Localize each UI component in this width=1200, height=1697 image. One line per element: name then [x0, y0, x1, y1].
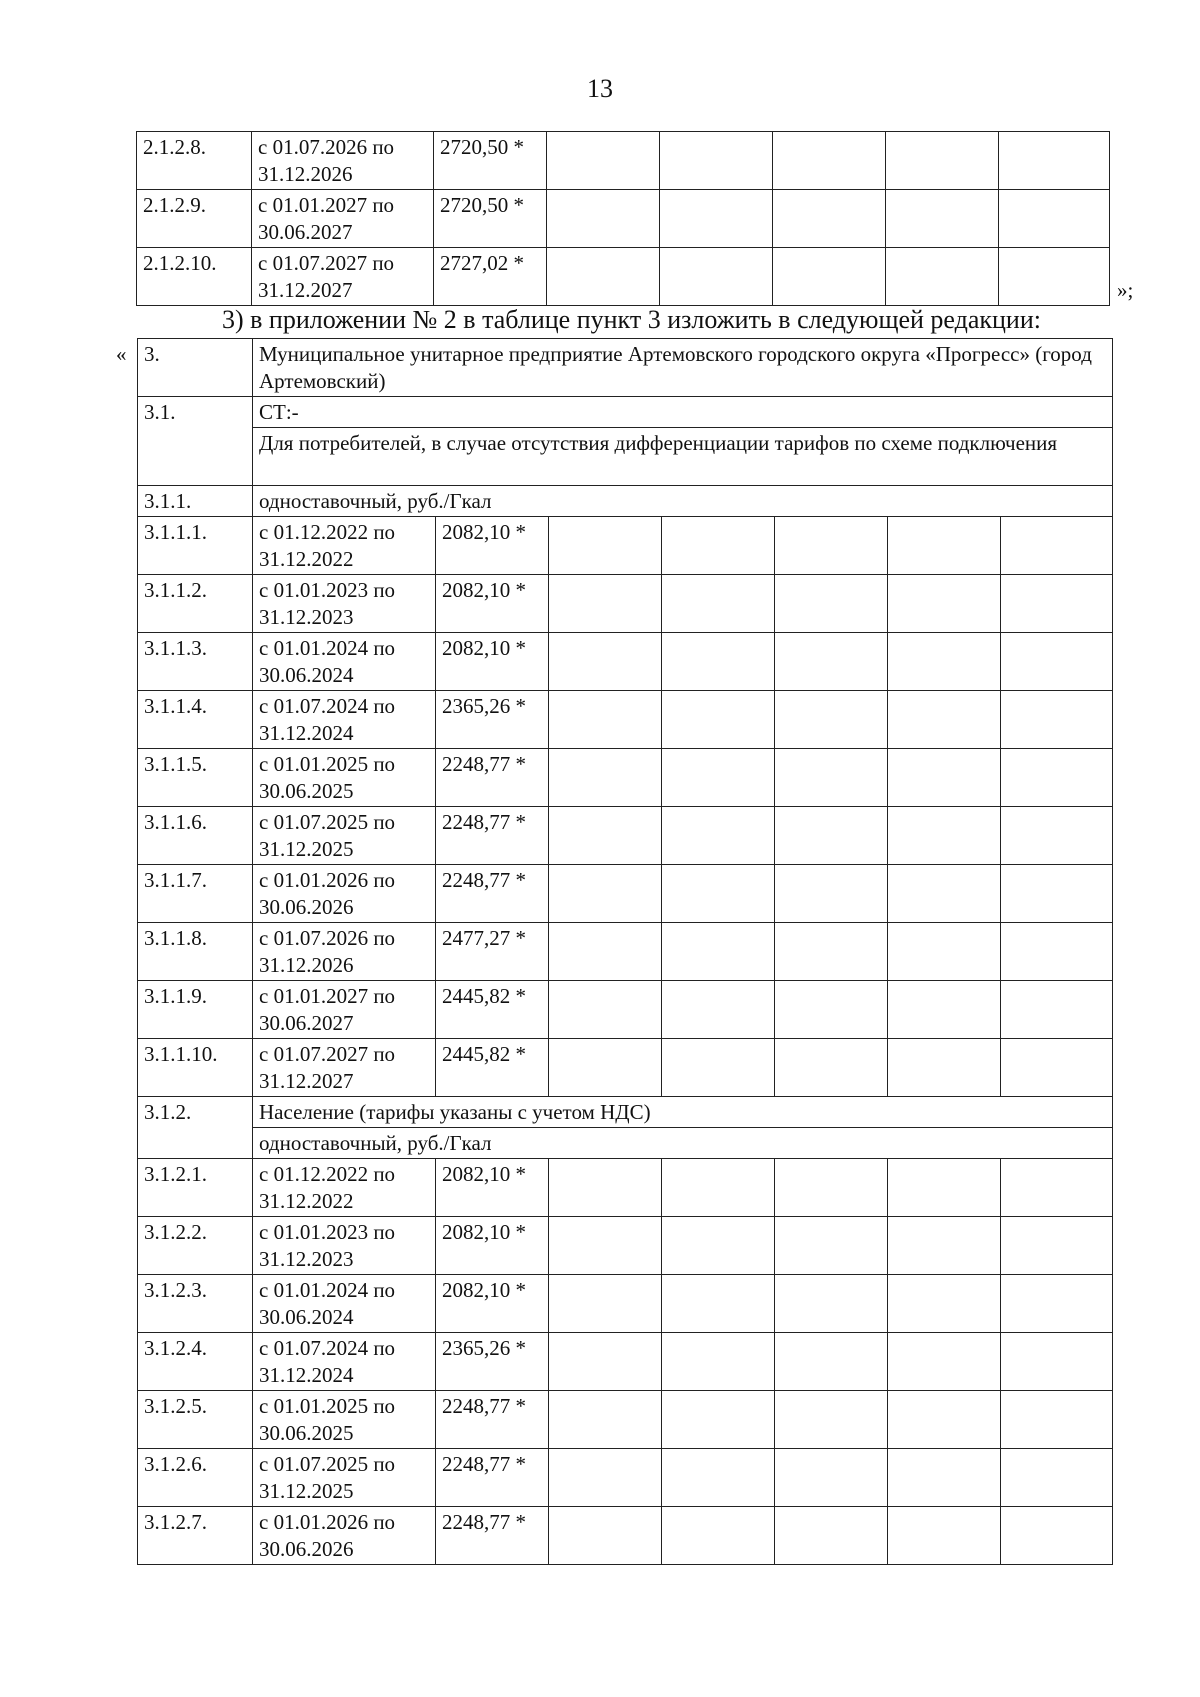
empty-cell: [1001, 1333, 1113, 1391]
row-number: 3.1.1.6.: [138, 807, 253, 865]
empty-cell: [549, 633, 662, 691]
empty-cell: [662, 517, 775, 575]
empty-cell: [1001, 517, 1113, 575]
empty-cell: [662, 691, 775, 749]
empty-cell: [888, 749, 1001, 807]
table-row: [138, 1159, 1113, 1217]
section-description: Для потребителей, в случае отсутствия дифференциации тарифов по схеме подключения: [253, 428, 1113, 486]
section-number: 3.1.: [138, 397, 253, 486]
amendment-instruction: 3) в приложении № 2 в таблице пункт 3 изложить в следующей редакции:: [222, 305, 1041, 334]
empty-cell: [1001, 807, 1113, 865]
table-row: [138, 923, 1113, 981]
row-number: 3.1.2.7.: [138, 1507, 253, 1565]
empty-cell: [999, 132, 1110, 190]
empty-cell: [775, 1391, 888, 1449]
row-value: 2082,10 *: [436, 1217, 549, 1275]
empty-cell: [549, 1039, 662, 1097]
closing-quote: »;: [1117, 278, 1134, 302]
table-row: [137, 248, 1110, 306]
empty-cell: [773, 190, 886, 248]
empty-cell: [549, 923, 662, 981]
row-period: с 01.07.2025 по 31.12.2025: [253, 807, 436, 865]
empty-cell: [662, 633, 775, 691]
section-row: [138, 397, 1113, 428]
row-number: 3.1.1.2.: [138, 575, 253, 633]
empty-cell: [886, 248, 999, 306]
row-number: 3.1.1.5.: [138, 749, 253, 807]
population-label: Население (тарифы указаны с учетом НДС): [253, 1097, 1113, 1128]
subsection-1-body: [138, 517, 1113, 1097]
empty-cell: [888, 807, 1001, 865]
row-period: с 01.07.2025 по 31.12.2025: [253, 1449, 436, 1507]
empty-cell: [775, 1333, 888, 1391]
row-value: 2445,82 *: [436, 1039, 549, 1097]
empty-cell: [549, 1391, 662, 1449]
row-number: 3.1.1.1.: [138, 517, 253, 575]
empty-cell: [662, 807, 775, 865]
empty-cell: [775, 575, 888, 633]
row-number: 2.1.2.8.: [137, 132, 252, 190]
empty-cell: [549, 1159, 662, 1217]
population-rate-row: [138, 1128, 1113, 1159]
empty-cell: [775, 1449, 888, 1507]
row-value: 2248,77 *: [436, 1507, 549, 1565]
row-value: 2248,77 *: [436, 749, 549, 807]
empty-cell: [660, 190, 773, 248]
subsection-label: одноставочный, руб./Гкал: [253, 486, 1113, 517]
empty-cell: [775, 691, 888, 749]
row-number: 3.1.2.3.: [138, 1275, 253, 1333]
row-period: с 01.07.2024 по 31.12.2024: [253, 691, 436, 749]
empty-cell: [773, 248, 886, 306]
empty-cell: [775, 517, 888, 575]
empty-cell: [1001, 1159, 1113, 1217]
empty-cell: [888, 575, 1001, 633]
row-period: с 01.01.2026 по 30.06.2026: [253, 1507, 436, 1565]
empty-cell: [1001, 923, 1113, 981]
row-value: 2727,02 *: [434, 248, 547, 306]
row-period: с 01.07.2027 по 31.12.2027: [253, 1039, 436, 1097]
table-row: [138, 749, 1113, 807]
empty-cell: [662, 1507, 775, 1565]
row-number: 2.1.2.10.: [137, 248, 252, 306]
empty-cell: [888, 1217, 1001, 1275]
row-value: 2445,82 *: [436, 981, 549, 1039]
empty-cell: [888, 517, 1001, 575]
empty-cell: [1001, 575, 1113, 633]
row-value: 2082,10 *: [436, 517, 549, 575]
table-row: [138, 1039, 1113, 1097]
empty-cell: [660, 132, 773, 190]
row-value: 2365,26 *: [436, 1333, 549, 1391]
empty-cell: [662, 865, 775, 923]
row-number: 3.1.2.5.: [138, 1391, 253, 1449]
population-rate-label: одноставочный, руб./Гкал: [253, 1128, 1113, 1159]
table-row: [138, 633, 1113, 691]
empty-cell: [662, 575, 775, 633]
row-period: с 01.01.2027 по 30.06.2027: [252, 190, 434, 248]
empty-cell: [662, 1217, 775, 1275]
empty-cell: [775, 749, 888, 807]
empty-cell: [1001, 1217, 1113, 1275]
empty-cell: [1001, 865, 1113, 923]
table-row: [138, 1391, 1113, 1449]
row-value: 2720,50 *: [434, 132, 547, 190]
table-row: [138, 1449, 1113, 1507]
empty-cell: [888, 1159, 1001, 1217]
empty-cell: [888, 1449, 1001, 1507]
empty-cell: [775, 1217, 888, 1275]
empty-cell: [549, 1333, 662, 1391]
row-value: 2365,26 *: [436, 691, 549, 749]
table-row: [138, 691, 1113, 749]
empty-cell: [549, 517, 662, 575]
empty-cell: [775, 1275, 888, 1333]
empty-cell: [1001, 1039, 1113, 1097]
table-row: [138, 807, 1113, 865]
row-period: с 01.07.2024 по 31.12.2024: [253, 1333, 436, 1391]
row-number: 3.1.2.2.: [138, 1217, 253, 1275]
row-period: с 01.01.2027 по 30.06.2027: [253, 981, 436, 1039]
empty-cell: [660, 248, 773, 306]
empty-cell: [547, 132, 660, 190]
row-number: 3.1.1.7.: [138, 865, 253, 923]
row-value: 2082,10 *: [436, 633, 549, 691]
empty-cell: [662, 981, 775, 1039]
population-number: 3.1.2.: [138, 1097, 253, 1159]
opening-quote: «: [116, 342, 127, 366]
empty-cell: [773, 132, 886, 190]
empty-cell: [662, 1039, 775, 1097]
empty-cell: [662, 923, 775, 981]
row-value: 2248,77 *: [436, 807, 549, 865]
empty-cell: [547, 190, 660, 248]
row-period: с 01.12.2022 по 31.12.2022: [253, 517, 436, 575]
row-value: 2248,77 *: [436, 1449, 549, 1507]
row-number: 3.1.1.8.: [138, 923, 253, 981]
empty-cell: [775, 923, 888, 981]
row-value: 2082,10 *: [436, 1159, 549, 1217]
row-period: с 01.12.2022 по 31.12.2022: [253, 1159, 436, 1217]
empty-cell: [886, 132, 999, 190]
row-period: с 01.07.2026 по 31.12.2026: [253, 923, 436, 981]
empty-cell: [775, 1159, 888, 1217]
empty-cell: [547, 248, 660, 306]
row-number: 3.1.1.4.: [138, 691, 253, 749]
empty-cell: [888, 1507, 1001, 1565]
row-period: с 01.01.2023 по 31.12.2023: [253, 1217, 436, 1275]
row-value: 2082,10 *: [436, 575, 549, 633]
subsection-number: 3.1.1.: [138, 486, 253, 517]
empty-cell: [775, 1507, 888, 1565]
previous-table-body: [137, 132, 1110, 306]
row-period: с 01.07.2027 по 31.12.2027: [252, 248, 434, 306]
row-number: 3.1.1.9.: [138, 981, 253, 1039]
empty-cell: [662, 1333, 775, 1391]
table-row: [138, 1333, 1113, 1391]
row-value: 2248,77 *: [436, 1391, 549, 1449]
section-description-row: [138, 428, 1113, 486]
empty-cell: [549, 1217, 662, 1275]
empty-cell: [549, 807, 662, 865]
empty-cell: [888, 1391, 1001, 1449]
table-row: [137, 190, 1110, 248]
empty-cell: [888, 865, 1001, 923]
population-row: [138, 1097, 1113, 1128]
section-label: СТ:-: [253, 397, 1113, 428]
empty-cell: [549, 1275, 662, 1333]
empty-cell: [886, 190, 999, 248]
empty-cell: [888, 1333, 1001, 1391]
empty-cell: [775, 633, 888, 691]
org-name: Муниципальное унитарное предприятие Артемовского городского округа «Прогресс» (город Артемовский): [253, 339, 1113, 397]
previous-tariff-table: [136, 131, 1110, 306]
empty-cell: [1001, 1275, 1113, 1333]
empty-cell: [888, 981, 1001, 1039]
empty-cell: [1001, 691, 1113, 749]
empty-cell: [775, 865, 888, 923]
empty-cell: [775, 981, 888, 1039]
empty-cell: [888, 691, 1001, 749]
table-row: [138, 1275, 1113, 1333]
empty-cell: [1001, 633, 1113, 691]
table-row: [138, 1507, 1113, 1565]
table-row: [138, 517, 1113, 575]
row-number: 3.1.2.6.: [138, 1449, 253, 1507]
row-period: с 01.01.2025 по 30.06.2025: [253, 749, 436, 807]
row-value: 2720,50 *: [434, 190, 547, 248]
empty-cell: [662, 1275, 775, 1333]
table-row: [138, 1217, 1113, 1275]
empty-cell: [1001, 749, 1113, 807]
row-period: с 01.01.2024 по 30.06.2024: [253, 1275, 436, 1333]
row-value: 2477,27 *: [436, 923, 549, 981]
org-row: [138, 339, 1113, 397]
empty-cell: [662, 749, 775, 807]
row-period: с 01.01.2023 по 31.12.2023: [253, 575, 436, 633]
subsection-2-body: [138, 1159, 1113, 1565]
empty-cell: [662, 1449, 775, 1507]
table-row: [137, 132, 1110, 190]
subsection-row: [138, 486, 1113, 517]
empty-cell: [1001, 981, 1113, 1039]
empty-cell: [999, 190, 1110, 248]
row-number: 2.1.2.9.: [137, 190, 252, 248]
empty-cell: [999, 248, 1110, 306]
row-period: с 01.01.2025 по 30.06.2025: [253, 1391, 436, 1449]
empty-cell: [549, 575, 662, 633]
org-number: 3.: [138, 339, 253, 397]
row-number: 3.1.2.1.: [138, 1159, 253, 1217]
empty-cell: [549, 865, 662, 923]
empty-cell: [888, 1039, 1001, 1097]
empty-cell: [888, 633, 1001, 691]
row-value: 2082,10 *: [436, 1275, 549, 1333]
empty-cell: [888, 923, 1001, 981]
page-number: 13: [587, 74, 613, 103]
empty-cell: [549, 1507, 662, 1565]
empty-cell: [775, 1039, 888, 1097]
empty-cell: [549, 981, 662, 1039]
row-number: 3.1.1.10.: [138, 1039, 253, 1097]
row-value: 2248,77 *: [436, 865, 549, 923]
table-row: [138, 981, 1113, 1039]
row-period: с 01.01.2024 по 30.06.2024: [253, 633, 436, 691]
row-number: 3.1.2.4.: [138, 1333, 253, 1391]
row-period: с 01.07.2026 по 31.12.2026: [252, 132, 434, 190]
empty-cell: [1001, 1391, 1113, 1449]
empty-cell: [549, 691, 662, 749]
empty-cell: [549, 749, 662, 807]
empty-cell: [662, 1159, 775, 1217]
row-number: 3.1.1.3.: [138, 633, 253, 691]
empty-cell: [1001, 1449, 1113, 1507]
empty-cell: [888, 1275, 1001, 1333]
row-period: с 01.01.2026 по 30.06.2026: [253, 865, 436, 923]
empty-cell: [549, 1449, 662, 1507]
empty-cell: [1001, 1507, 1113, 1565]
table-row: [138, 865, 1113, 923]
tariff-table: [137, 338, 1113, 1565]
table-row: [138, 575, 1113, 633]
empty-cell: [775, 807, 888, 865]
empty-cell: [662, 1391, 775, 1449]
